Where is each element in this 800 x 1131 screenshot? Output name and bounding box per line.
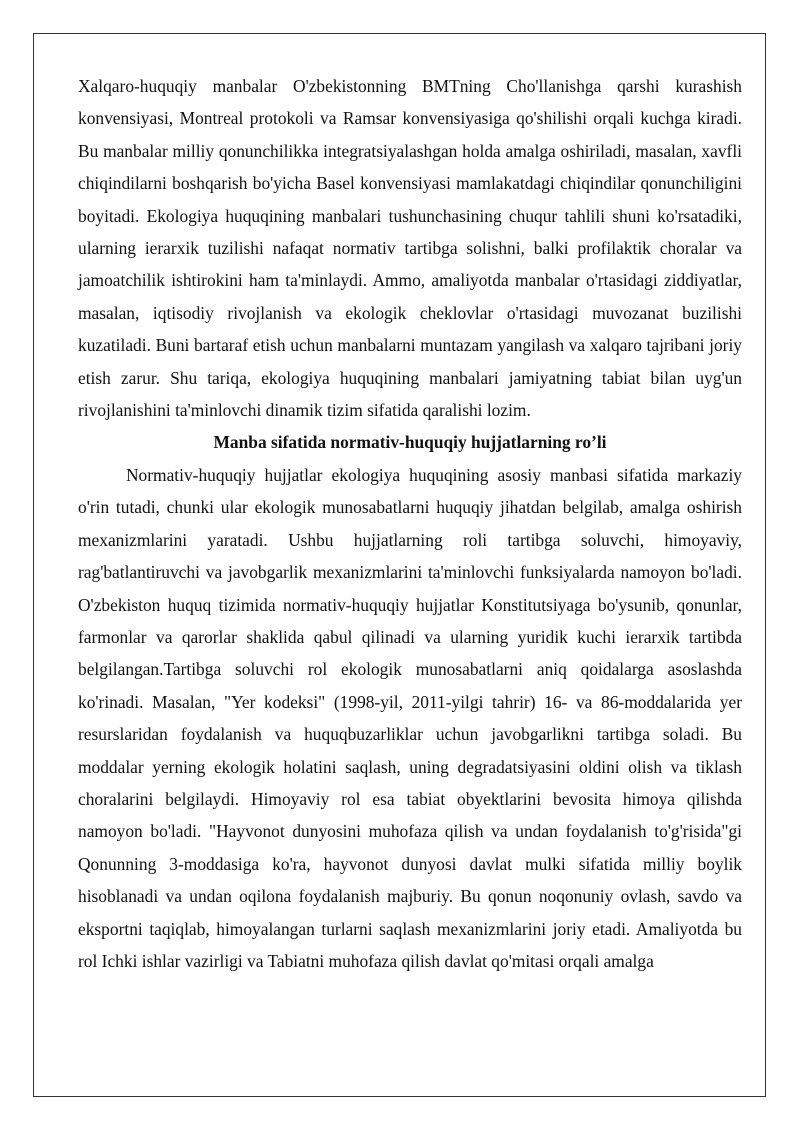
section-heading: Manba sifatida normativ-huquqiy hujjatlarning ro’li <box>213 432 607 453</box>
document-body <box>78 70 742 977</box>
body-paragraph: Normativ-huquqiy hujjatlar ekologiya huquqining asosiy manbasi sifatida markaziy o'rin tutadi, chunki ular ekologik munosabatlarni huquqiy jihatdan belgilab, amalga oshirish mexanizmlarini yaratadi. Ushbu hujjatlarning roli tartibga soluvchi, himoyaviy, rag'batlantiruvchi va javobgarlik mexanizmlarini ta'minlovchi funksiyalarda namoyon bo'ladi. O'zbekiston huquq tizimida normativ-huquqiy hujjatlar Konstitutsiyaga bo'ysunib, qonunlar, farmonlar va qarorlar shaklida qabul qilinadi va ularning yuridik kuchi ierarxik tartibda belgilangan.Tartibga soluvchi rol ekologik munosabatlarni aniq qoidalarga asoslashda ko'rinadi. Masalan, "Yer kodeksi" (1998-yil, 2011-yilgi tahrir) 16- va 86-moddalarida yer resurslaridan foydalanish va huquqbuzarliklar uchun javobgarlikni tartibga soladi. Bu moddalar yerning ekologik holatini saqlash, uning degradatsiyasini oldini olish va tiklash choralarini belgilaydi. Himoyaviy rol esa tabiat obyektlarini bevosita himoya qilishda namoyon bo'ladi. "Hayvonot dunyosini muhofaza qilish va undan foydalanish to'g'risida"gi Qonunning 3-moddasiga ko'ra, hayvonot dunyosi davlat mulki sifatida milliy boylik hisoblanadi va undan oqilona foydalanish majburiy. Bu qonun noqonuniy ovlash, savdo va eksportni taqiqlab, himoyalangan turlarni saqlash mexanizmlarini joriy etadi. Amaliyotda bu rol Ichki ishlar vazirligi va Tabiatni muhofaza qilish davlat qo'mitasi orqali amalga <box>78 464 742 971</box>
body-paragraph: Xalqaro-huquqiy manbalar O'zbekistonning BMTning Cho'llanishga qarshi kurashish konvensiyasi, Montreal protokoli va Ramsar konvensiyasiga qo'shilishi orqali kuchga kiradi. Bu manbalar milliy qonunchilikka integratsiyalashgan holda amalga oshiriladi, masalan, xavfli chiqindilarni boshqarish bo'yicha Basel konvensiyasi mamlakatdagi chiqindilar qonunchiligini boyitadi. Ekologiya huquqining manbalari tushunchasining chuqur tahlili shuni ko'rsatadiki, ularning ierarxik tuzilishi nafaqat normativ tartibga solishni, balki profilaktik choralar va jamoatchilik ishtirokini ham ta'minlaydi. Ammo, amaliyotda manbalar o'rtasidagi ziddiyatlar, masalan, iqtisodiy rivojlanish va ekologik cheklovlar o'rtasidagi muvozanat buzilishi kuzatiladi. Buni bartaraf etish uchun manbalarni muntazam yangilash va xalqaro tajribani joriy etish zarur. Shu tariqa, ekologiya huquqining manbalari jamiyatning tabiat bilan uyg'un rivojlanishini ta'minlovchi dinamik tizim sifatida qaralishi lozim. <box>78 76 742 421</box>
